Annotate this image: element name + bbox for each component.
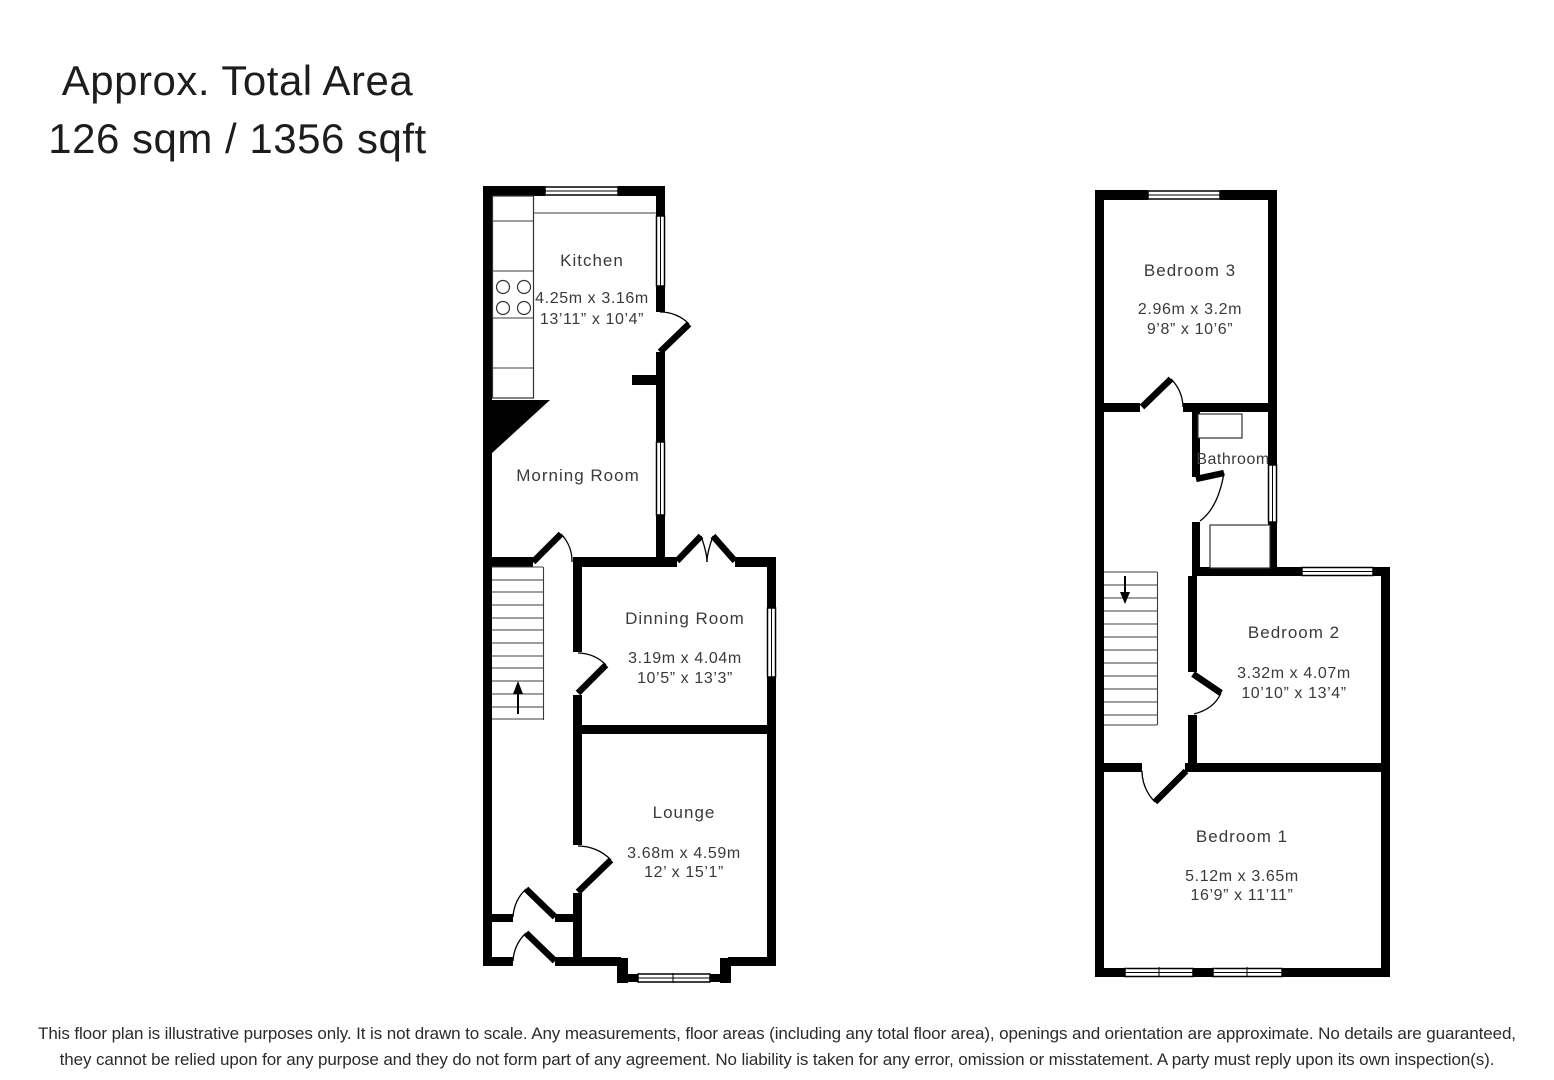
bedroom2-door-arc [1194, 693, 1221, 714]
morning-room-door-arc [561, 534, 572, 562]
dining-room-label: Dinning Room [625, 609, 745, 628]
first-floor-plan [1095, 190, 1390, 977]
ground-floor-plan [483, 186, 776, 983]
bathroom-fixtures [1198, 414, 1270, 568]
morning-room-label: Morning Room [516, 466, 640, 485]
bedroom1-label: Bedroom 1 [1195, 827, 1289, 846]
bedroom3-door-arc [1171, 379, 1183, 407]
stairs-up-arrow-icon [513, 681, 523, 714]
staircase-down [1104, 572, 1158, 725]
lounge-door-icon [578, 860, 611, 892]
front-door-arc [513, 933, 526, 961]
inner-door-arc [513, 889, 526, 917]
dining-door-icon [578, 665, 606, 693]
bedroom1-door-icon [1155, 771, 1186, 802]
dining-room-imperial: 10’5” x 13’3” [637, 670, 733, 687]
bedroom2-door-icon [1193, 674, 1221, 693]
disclaimer-text: This floor plan is illustrative purposes only. It is not drawn to scale. Any measurements, floor areas (including any total floor area), openings and orientation are approximate. No details are guaranteed, they cannot be relied upon for any purpose and they do not form part of any agreement. No liability is taken for any error, omission or misstatement. A party must reply upon its own inspection(s). [38, 1024, 1516, 1069]
total-area-line2: 126 sqm / 1356 sqft [48, 115, 427, 162]
lounge-metric: 3.68m x 4.59m [627, 845, 741, 862]
doors-first [1142, 379, 1224, 802]
bedroom1-imperial: 16’9” x 11’11” [1190, 887, 1294, 904]
inner-door-icon [526, 889, 555, 917]
bedroom2-imperial: 10’10” x 13’4” [1241, 685, 1347, 702]
french-door-right-icon [713, 536, 735, 561]
dining-door-arc [578, 653, 606, 665]
bathtub-icon [1210, 525, 1270, 568]
bedroom3-door-icon [1142, 379, 1171, 407]
lounge-imperial: 12’ x 15’1” [644, 864, 724, 881]
bedroom3-label: Bedroom 3 [1143, 261, 1237, 280]
bathroom-label: Bathroom [1196, 451, 1270, 468]
bedroom3-imperial: 9’8” x 10’6” [1146, 321, 1234, 338]
kitchen-metric: 4.25m x 3.16m [535, 290, 649, 307]
morning-room-door-icon [533, 534, 561, 562]
kitchen-door-arc [660, 312, 689, 324]
bedroom2-metric: 3.32m x 4.07m [1237, 665, 1351, 682]
staircase-up [492, 567, 544, 720]
bedroom1-door-arc [1142, 771, 1155, 802]
stairs-down-arrow-icon [1120, 576, 1130, 604]
under-stairs-triangle [492, 400, 550, 453]
bedroom2-label: Bedroom 2 [1247, 623, 1341, 642]
first-floor-labels [1138, 261, 1351, 904]
dining-room-metric: 3.19m x 4.04m [628, 650, 742, 667]
kitchen-imperial: 13’11” x 10’4” [539, 311, 645, 328]
bedroom1-metric: 5.12m x 3.65m [1185, 868, 1299, 885]
kitchen-label: Kitchen [560, 251, 624, 270]
lounge-door-arc [578, 846, 611, 860]
total-area-line1: Approx. Total Area [61, 57, 414, 104]
front-door-icon [526, 933, 555, 961]
bedroom3-metric: 2.96m x 3.2m [1137, 301, 1243, 318]
kitchen-door-icon [660, 324, 689, 352]
lounge-label: Lounge [652, 803, 716, 822]
sink-icon [1198, 414, 1242, 438]
french-door-left-icon [677, 536, 701, 561]
bathroom-door-icon [1196, 473, 1224, 479]
